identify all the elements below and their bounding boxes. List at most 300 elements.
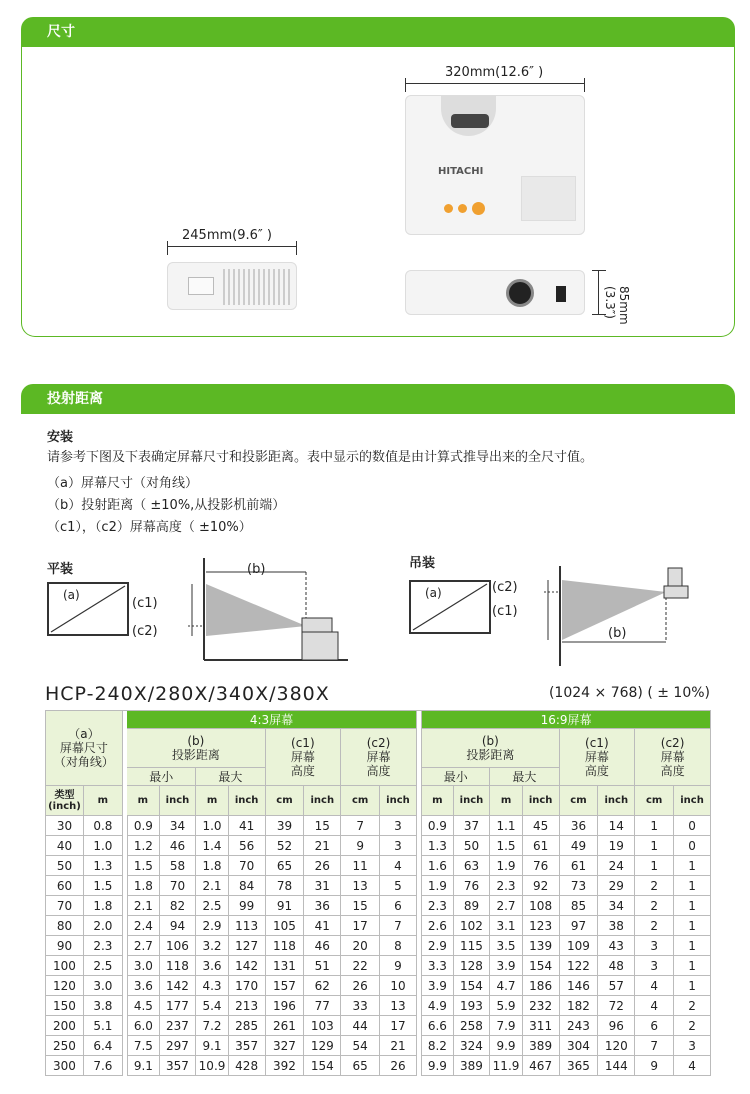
table-cell: 120 — [45, 976, 84, 996]
table-cell: 2 — [674, 996, 711, 1016]
table-cell: 120 — [598, 1036, 635, 1056]
table-cell: 30 — [45, 816, 84, 836]
table-cell: 2 — [635, 896, 674, 916]
button-icon — [444, 204, 453, 213]
table-cell: 3.9 — [490, 956, 522, 976]
install-desc: 请参考下图及下表确定屏幕尺寸和投影距离。表中显示的数值是由计算式推导出来的全尺寸值。 — [47, 450, 594, 465]
table-cell: 1.3 — [84, 856, 123, 876]
table-cell: 6.4 — [84, 1036, 123, 1056]
table-cell: 61 — [523, 836, 560, 856]
header-min: 最小 — [421, 768, 490, 786]
table-cell: 7.2 — [196, 1016, 228, 1036]
depth-tick-right — [296, 241, 297, 255]
header-screen-size: （a） 屏幕尺寸 （对角线） — [45, 710, 123, 786]
table-cell: 109 — [560, 936, 599, 956]
table-cell: 26 — [341, 976, 380, 996]
table-cell: 102 — [454, 916, 491, 936]
header-unit-inch: inch — [674, 786, 711, 816]
model-title: HCP-240X/280X/340X/380X — [45, 683, 330, 705]
table-cell: 22 — [341, 956, 380, 976]
height-tick-top — [592, 270, 606, 271]
install-title: 安装 — [47, 430, 74, 445]
table-cell: 9.1 — [196, 1036, 228, 1056]
table-cell: 177 — [160, 996, 197, 1016]
header-throw: (b) 投影距离 — [127, 729, 265, 768]
table-cell: 57 — [598, 976, 635, 996]
table-row — [45, 876, 711, 896]
button-icon — [458, 204, 467, 213]
table-cell: 76 — [523, 856, 560, 876]
table-cell: 213 — [229, 996, 266, 1016]
table-cell: 1.8 — [84, 896, 123, 916]
table-cell: 467 — [523, 1056, 560, 1076]
table-row — [45, 836, 711, 856]
table-cell: 41 — [304, 916, 341, 936]
table-row — [45, 1056, 711, 1076]
table-cell: 154 — [304, 1056, 341, 1076]
table-cell: 3.3 — [421, 956, 453, 976]
header-type: 类型 (inch) — [45, 786, 84, 816]
projector-side-view — [167, 262, 297, 310]
table-cell: 51 — [304, 956, 341, 976]
table-cell: 327 — [266, 1036, 305, 1056]
header-unit-inch: inch — [454, 786, 491, 816]
header-unit-inch: inch — [160, 786, 197, 816]
table-cell: 82 — [160, 896, 197, 916]
table-cell: 6 — [635, 1016, 674, 1036]
table-cell: 10.9 — [196, 1056, 228, 1076]
table-cell: 1.5 — [490, 836, 522, 856]
table-cell: 58 — [160, 856, 197, 876]
table-cell: 52 — [266, 836, 305, 856]
table-cell: 1 — [635, 816, 674, 836]
table-cell: 2 — [674, 1016, 711, 1036]
table-cell: 76 — [454, 876, 491, 896]
depth-line — [167, 246, 297, 247]
table-cell: 26 — [304, 856, 341, 876]
table-cell: 142 — [229, 956, 266, 976]
table-cell: 365 — [560, 1056, 599, 1076]
section-header-throw: 投射距离 — [21, 384, 735, 414]
table-cell: 7.9 — [490, 1016, 522, 1036]
table-cell: 50 — [45, 856, 84, 876]
table-cell: 357 — [229, 1036, 266, 1056]
table-cell: 250 — [45, 1036, 84, 1056]
header-max: 最大 — [196, 768, 265, 786]
table-cell: 21 — [304, 836, 341, 856]
table-cell: 9.1 — [127, 1056, 159, 1076]
header-unit-inch: inch — [523, 786, 560, 816]
table-cell: 4 — [380, 856, 417, 876]
table-cell: 14 — [598, 816, 635, 836]
table-cell: 261 — [266, 1016, 305, 1036]
table-cell: 142 — [160, 976, 197, 996]
table-cell: 3.8 — [84, 996, 123, 1016]
table-cell: 1.3 — [421, 836, 453, 856]
sensor-icon — [556, 286, 566, 302]
table-cell: 4 — [635, 976, 674, 996]
vent-grille — [223, 269, 291, 305]
header-group-169: 16:9屏幕 — [421, 710, 711, 729]
table-cell: 1 — [635, 856, 674, 876]
table-cell: 7 — [341, 816, 380, 836]
table-cell: 10 — [380, 976, 417, 996]
table-cell: 3.0 — [84, 976, 123, 996]
table-cell: 7 — [380, 916, 417, 936]
table-cell: 7.5 — [127, 1036, 159, 1056]
table-cell: 9 — [380, 956, 417, 976]
height-label: 85mm (3.3″) — [603, 286, 631, 325]
table-cell: 1.4 — [196, 836, 228, 856]
table-cell: 41 — [229, 816, 266, 836]
table-row — [45, 936, 711, 956]
install-a: （a）屏幕尺寸（对角线） — [47, 476, 198, 491]
table-cell: 73 — [560, 876, 599, 896]
throw-distance-table — [45, 710, 711, 1076]
projector-top-view — [405, 95, 585, 235]
table-cell: 2.7 — [127, 936, 159, 956]
table-cell: 108 — [523, 896, 560, 916]
table-cell: 1 — [674, 856, 711, 876]
table-cell: 157 — [266, 976, 305, 996]
projector-front-view — [405, 270, 585, 315]
table-cell: 193 — [454, 996, 491, 1016]
table-row — [45, 896, 711, 916]
table-row — [45, 816, 711, 836]
header-unit-m: m — [127, 786, 159, 816]
table-cell: 2.6 — [421, 916, 453, 936]
table-row — [45, 976, 711, 996]
table-cell: 3.6 — [127, 976, 159, 996]
table-cell: 389 — [523, 1036, 560, 1056]
table-cell: 1 — [674, 956, 711, 976]
table-cell: 4 — [674, 1056, 711, 1076]
table-cell: 2.1 — [127, 896, 159, 916]
table-cell: 70 — [229, 856, 266, 876]
table-cell: 324 — [454, 1036, 491, 1056]
screen-diagram — [47, 582, 129, 636]
table-cell: 118 — [266, 936, 305, 956]
width-tick-right — [584, 78, 585, 92]
table-cell: 3.2 — [196, 936, 228, 956]
header-unit-cm: cm — [635, 786, 674, 816]
header-unit-m: m — [490, 786, 522, 816]
table-cell: 1 — [674, 976, 711, 996]
header-unit-m: m — [84, 786, 123, 816]
table-cell: 11.9 — [490, 1056, 522, 1076]
table-cell: 1 — [674, 936, 711, 956]
table-cell: 2.0 — [84, 916, 123, 936]
table-cell: 8 — [380, 936, 417, 956]
label-b: (b) — [608, 626, 627, 641]
table-cell: 1 — [674, 876, 711, 896]
width-tick-left — [405, 78, 406, 92]
table-cell: 243 — [560, 1016, 599, 1036]
table-cell: 392 — [266, 1056, 305, 1076]
table-cell: 39 — [266, 816, 305, 836]
header-unit-cm: cm — [560, 786, 599, 816]
table-cell: 5.9 — [490, 996, 522, 1016]
table-cell: 50 — [454, 836, 491, 856]
table-cell: 129 — [304, 1036, 341, 1056]
table-cell: 144 — [598, 1056, 635, 1076]
table-cell: 5.4 — [196, 996, 228, 1016]
table-cell: 0.9 — [421, 816, 453, 836]
table-cell: 49 — [560, 836, 599, 856]
width-label: 320mm(12.6″ ) — [445, 65, 544, 80]
table-cell: 46 — [160, 836, 197, 856]
table-cell: 13 — [380, 996, 417, 1016]
table-cell: 33 — [341, 996, 380, 1016]
table-cell: 2.3 — [421, 896, 453, 916]
label-a: (a) — [425, 586, 442, 600]
table-cell: 40 — [45, 836, 84, 856]
label-a: (a) — [63, 588, 80, 602]
table-cell: 9 — [635, 1056, 674, 1076]
table-cell: 186 — [523, 976, 560, 996]
table-cell: 63 — [454, 856, 491, 876]
lens-icon — [506, 279, 534, 307]
table-cell: 154 — [454, 976, 491, 996]
table-row — [45, 856, 711, 876]
table-cell: 31 — [304, 876, 341, 896]
table-cell: 4.7 — [490, 976, 522, 996]
table-cell: 9.9 — [490, 1036, 522, 1056]
table-cell: 1.1 — [490, 816, 522, 836]
table-cell: 3 — [380, 836, 417, 856]
table-cell: 34 — [160, 816, 197, 836]
table-cell: 8.2 — [421, 1036, 453, 1056]
table-cell: 139 — [523, 936, 560, 956]
table-cell: 46 — [304, 936, 341, 956]
depth-label: 245mm(9.6″ ) — [182, 228, 272, 243]
table-cell: 9.9 — [421, 1056, 453, 1076]
table-cell: 1.2 — [127, 836, 159, 856]
table-cell: 4.5 — [127, 996, 159, 1016]
table-cell: 77 — [304, 996, 341, 1016]
install-b: （b）投射距离（ ±10%,从投影机前端） — [47, 498, 286, 513]
table-cell: 56 — [229, 836, 266, 856]
table-cell: 19 — [598, 836, 635, 856]
install-c: （c1），（c2）屏幕高度（ ±10%） — [47, 520, 252, 535]
table-cell: 17 — [380, 1016, 417, 1036]
table-cell: 3 — [674, 1036, 711, 1056]
table-cell: 123 — [523, 916, 560, 936]
resolution-label: (1024 × 768) ( ± 10%) — [548, 685, 710, 701]
table-cell: 38 — [598, 916, 635, 936]
table-cell: 0 — [674, 836, 711, 856]
table-cell: 2.7 — [490, 896, 522, 916]
table-row — [45, 956, 711, 976]
table-row — [45, 916, 711, 936]
ceiling-projection-diagram — [534, 566, 694, 668]
table-cell: 170 — [229, 976, 266, 996]
table-cell: 99 — [229, 896, 266, 916]
table-cell: 43 — [598, 936, 635, 956]
table-cell: 3 — [635, 956, 674, 976]
table-cell: 78 — [266, 876, 305, 896]
header-throw: (b) 投影距离 — [421, 729, 559, 768]
table-cell: 1.8 — [127, 876, 159, 896]
table-cell: 6.6 — [421, 1016, 453, 1036]
table-row — [45, 996, 711, 1016]
table-cell: 5.1 — [84, 1016, 123, 1036]
ceiling-title: 吊装 — [409, 556, 436, 571]
table-cell: 0.9 — [127, 816, 159, 836]
depth-tick-left — [167, 241, 168, 255]
diagonal-arrow-icon — [49, 584, 127, 634]
table-cell: 297 — [160, 1036, 197, 1056]
table-cell: 7 — [635, 1036, 674, 1056]
table-cell: 7.6 — [84, 1056, 123, 1076]
table-row — [45, 1036, 711, 1056]
brand-logo: HITACHI — [438, 166, 484, 177]
table-cell: 80 — [45, 916, 84, 936]
table-cell: 0.8 — [84, 816, 123, 836]
table-cell: 311 — [523, 1016, 560, 1036]
header-unit-cm: cm — [341, 786, 380, 816]
table-cell: 2 — [635, 876, 674, 896]
table-cell: 84 — [229, 876, 266, 896]
table-cell: 2.3 — [84, 936, 123, 956]
table-cell: 1.5 — [127, 856, 159, 876]
table-cell: 37 — [454, 816, 491, 836]
table-cell: 357 — [160, 1056, 197, 1076]
header-c1: (c1) 屏幕 高度 — [266, 729, 342, 786]
table-cell: 17 — [341, 916, 380, 936]
table-cell: 2.9 — [196, 916, 228, 936]
label-c2: (c2) — [492, 580, 518, 595]
table-cell: 3 — [635, 936, 674, 956]
table-cell: 3 — [380, 816, 417, 836]
height-line — [598, 270, 599, 315]
table-cell: 62 — [304, 976, 341, 996]
table-cell: 65 — [341, 1056, 380, 1076]
table-cell: 70 — [160, 876, 197, 896]
table-cell: 61 — [560, 856, 599, 876]
header-min: 最小 — [127, 768, 196, 786]
table-cell: 60 — [45, 876, 84, 896]
table-cell: 2.1 — [196, 876, 228, 896]
table-cell: 1.5 — [84, 876, 123, 896]
table-cell: 300 — [45, 1056, 84, 1076]
table-cell: 3.0 — [127, 956, 159, 976]
table-cell: 96 — [598, 1016, 635, 1036]
header-max: 最大 — [490, 768, 559, 786]
table-cell: 237 — [160, 1016, 197, 1036]
header-group-43: 4:3屏幕 — [127, 710, 417, 729]
table-cell: 89 — [454, 896, 491, 916]
table-cell: 196 — [266, 996, 305, 1016]
header-unit-inch: inch — [229, 786, 266, 816]
screen-diagram — [409, 580, 491, 634]
table-cell: 200 — [45, 1016, 84, 1036]
header-unit-inch: inch — [304, 786, 341, 816]
table-cell: 2.5 — [84, 956, 123, 976]
table-cell: 54 — [341, 1036, 380, 1056]
table-cell: 6.0 — [127, 1016, 159, 1036]
table-cell: 2 — [635, 916, 674, 936]
panel-cover — [521, 176, 576, 221]
floor-title: 平装 — [47, 562, 74, 577]
table-cell: 6 — [380, 896, 417, 916]
table-cell: 15 — [304, 816, 341, 836]
button-icon — [472, 202, 485, 215]
table-cell: 5 — [380, 876, 417, 896]
table-cell: 182 — [560, 996, 599, 1016]
table-cell: 36 — [560, 816, 599, 836]
table-cell: 65 — [266, 856, 305, 876]
table-cell: 3.5 — [490, 936, 522, 956]
header-unit-m: m — [196, 786, 228, 816]
table-cell: 9 — [341, 836, 380, 856]
table-cell: 122 — [560, 956, 599, 976]
table-cell: 258 — [454, 1016, 491, 1036]
header-unit-cm: cm — [266, 786, 305, 816]
table-cell: 389 — [454, 1056, 491, 1076]
table-cell: 21 — [380, 1036, 417, 1056]
table-cell: 2.3 — [490, 876, 522, 896]
table-cell: 1 — [674, 896, 711, 916]
table-cell: 113 — [229, 916, 266, 936]
table-cell: 2.9 — [421, 936, 453, 956]
section-header-dimensions: 尺寸 — [21, 17, 735, 47]
table-cell: 92 — [523, 876, 560, 896]
table-cell: 48 — [598, 956, 635, 976]
table-cell: 4 — [635, 996, 674, 1016]
table-cell: 26 — [380, 1056, 417, 1076]
label-c1: (c1) — [132, 596, 158, 611]
label-b: (b) — [247, 562, 266, 577]
table-cell: 103 — [304, 1016, 341, 1036]
table-cell: 131 — [266, 956, 305, 976]
label-sticker — [188, 277, 214, 295]
table-cell: 29 — [598, 876, 635, 896]
table-cell: 4.3 — [196, 976, 228, 996]
table-cell: 105 — [266, 916, 305, 936]
table-cell: 1.8 — [196, 856, 228, 876]
table-cell: 94 — [160, 916, 197, 936]
table-cell: 2.5 — [196, 896, 228, 916]
header-c2: (c2) 屏幕 高度 — [635, 729, 711, 786]
header-unit-inch: inch — [380, 786, 417, 816]
table-cell: 36 — [304, 896, 341, 916]
header-unit-inch: inch — [598, 786, 635, 816]
label-c1: (c1) — [492, 604, 518, 619]
table-body — [45, 816, 711, 1076]
table-cell: 106 — [160, 936, 197, 956]
table-cell: 128 — [454, 956, 491, 976]
table-cell: 1.0 — [84, 836, 123, 856]
lens-icon — [451, 114, 489, 128]
table-cell: 91 — [266, 896, 305, 916]
table-cell: 44 — [341, 1016, 380, 1036]
header-c1: (c1) 屏幕 高度 — [560, 729, 636, 786]
table-cell: 127 — [229, 936, 266, 956]
header-c2: (c2) 屏幕 高度 — [341, 729, 417, 786]
table-cell: 90 — [45, 936, 84, 956]
table-cell: 2.4 — [127, 916, 159, 936]
table-cell: 1 — [635, 836, 674, 856]
table-cell: 150 — [45, 996, 84, 1016]
table-cell: 4.9 — [421, 996, 453, 1016]
header-unit-m: m — [421, 786, 453, 816]
table-cell: 285 — [229, 1016, 266, 1036]
table-cell: 146 — [560, 976, 599, 996]
table-cell: 70 — [45, 896, 84, 916]
table-cell: 13 — [341, 876, 380, 896]
label-c2: (c2) — [132, 624, 158, 639]
